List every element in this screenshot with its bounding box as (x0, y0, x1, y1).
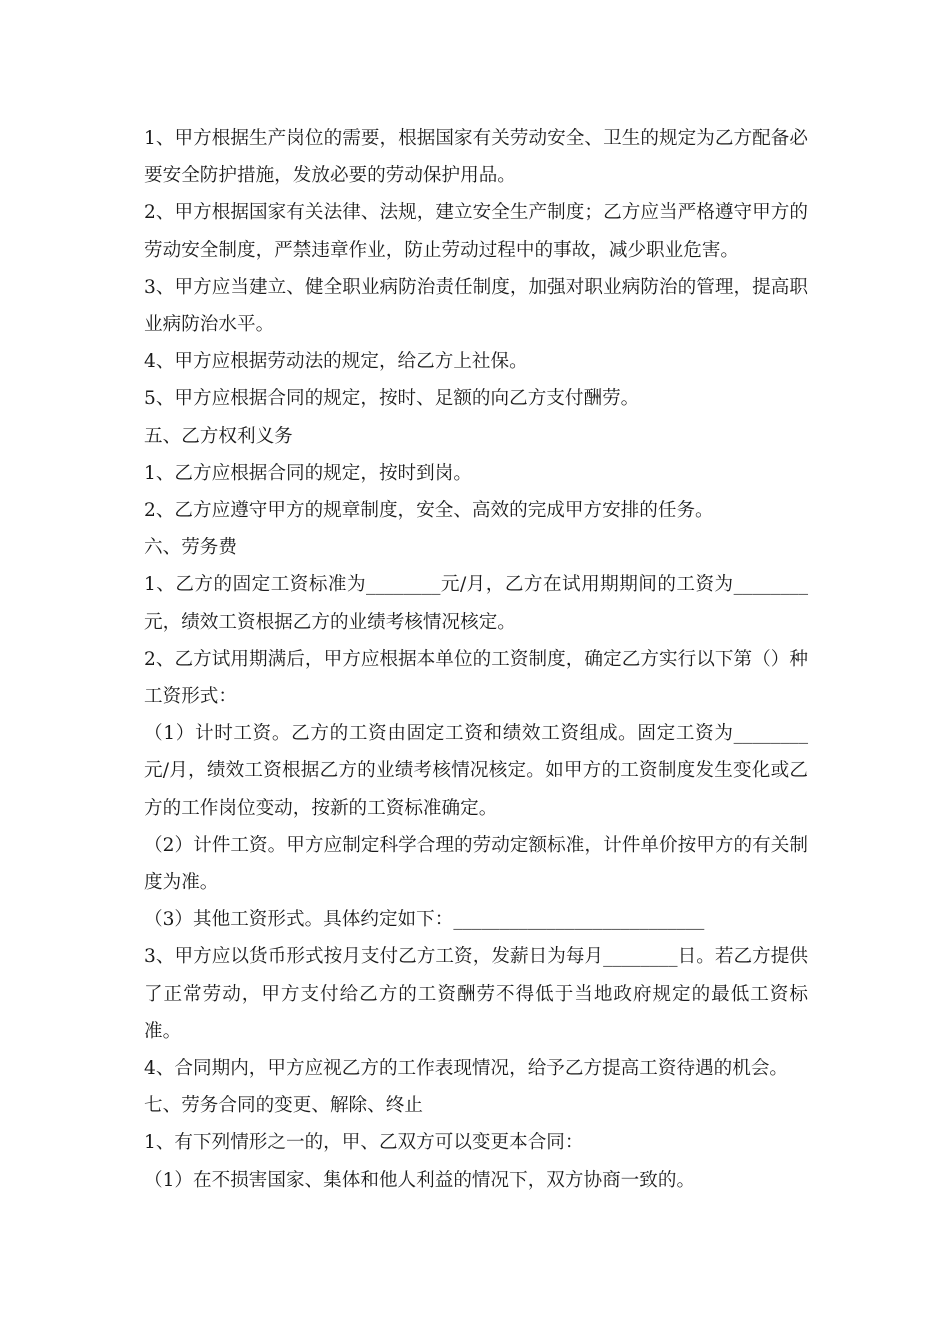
paragraph-1: 1、甲方根据生产岗位的需要，根据国家有关劳动安全、卫生的规定为乙方配备必要安全防护措施，发放必要的劳动保护用品。 (144, 128, 808, 187)
paragraph-9: 2、乙方试用期满后，甲方应根据本单位的工资制度，确定乙方实行以下第（）种工资形式： (144, 648, 808, 708)
paragraph-7: 2、乙方应遵守甲方的规章制度，安全、高效的完成甲方安排的任务。 (144, 500, 714, 522)
paragraph-5: 5、甲方应根据合同的规定，按时、足额的向乙方支付酬劳。 (144, 388, 640, 410)
paragraph-15: 1、有下列情形之一的，甲、乙双方可以变更本合同： (144, 1132, 584, 1154)
paragraph-4: 4、甲方应根据劳动法的规定，给乙方上社保。 (144, 351, 528, 373)
paragraph-11: （2）计件工资。甲方应制定科学合理的劳动定额标准，计件单价按甲方的有关制度为准。 (144, 834, 808, 894)
paragraph-14: 4、合同期内，甲方应视乙方的工作表现情况，给予乙方提高工资待遇的机会。 (144, 1058, 789, 1080)
paragraph-3: 3、甲方应当建立、健全职业病防治责任制度，加强对职业病防治的管理，提高职业病防治水平。 (144, 276, 808, 336)
paragraph-2: 2、甲方根据国家有关法律、法规，建立安全生产制度；乙方应当严格遵守甲方的劳动安全制度，严禁违章作业，防止劳动过程中的事故，减少职业危害。 (144, 202, 808, 261)
paragraph-10: （1）计时工资。乙方的工资由固定工资和绩效工资组成。固定工资为________元/月，绩效工资根据乙方的业绩考核情况核定。如甲方的工资制度发生变化或乙方的工作岗位变动，按新的工资标准确定。 (144, 723, 808, 819)
paragraph-6: 1、乙方应根据合同的规定，按时到岗。 (144, 462, 472, 484)
document-body (144, 120, 808, 1199)
section-heading-7: 七、劳务合同的变更、解除、终止 (144, 1095, 423, 1117)
section-heading-5: 五、乙方权利义务 (144, 425, 293, 447)
paragraph-8: 1、乙方的固定工资标准为________元/月，乙方在试用期期间的工资为________元，绩效工资根据乙方的业绩考核情况核定。 (144, 574, 808, 633)
section-heading-6: 六、劳务费 (144, 537, 237, 559)
paragraph-12: （3）其他工资形式。具体约定如下：___________________________ (144, 909, 705, 931)
paragraph-16: （1）在不损害国家、集体和他人利益的情况下，双方协商一致的。 (144, 1169, 696, 1191)
paragraph-13: 3、甲方应以货币形式按月支付乙方工资，发薪日为每月________日。若乙方提供了正常劳动，甲方支付给乙方的工资酬劳不得低于当地政府规定的最低工资标准。 (144, 946, 808, 1042)
